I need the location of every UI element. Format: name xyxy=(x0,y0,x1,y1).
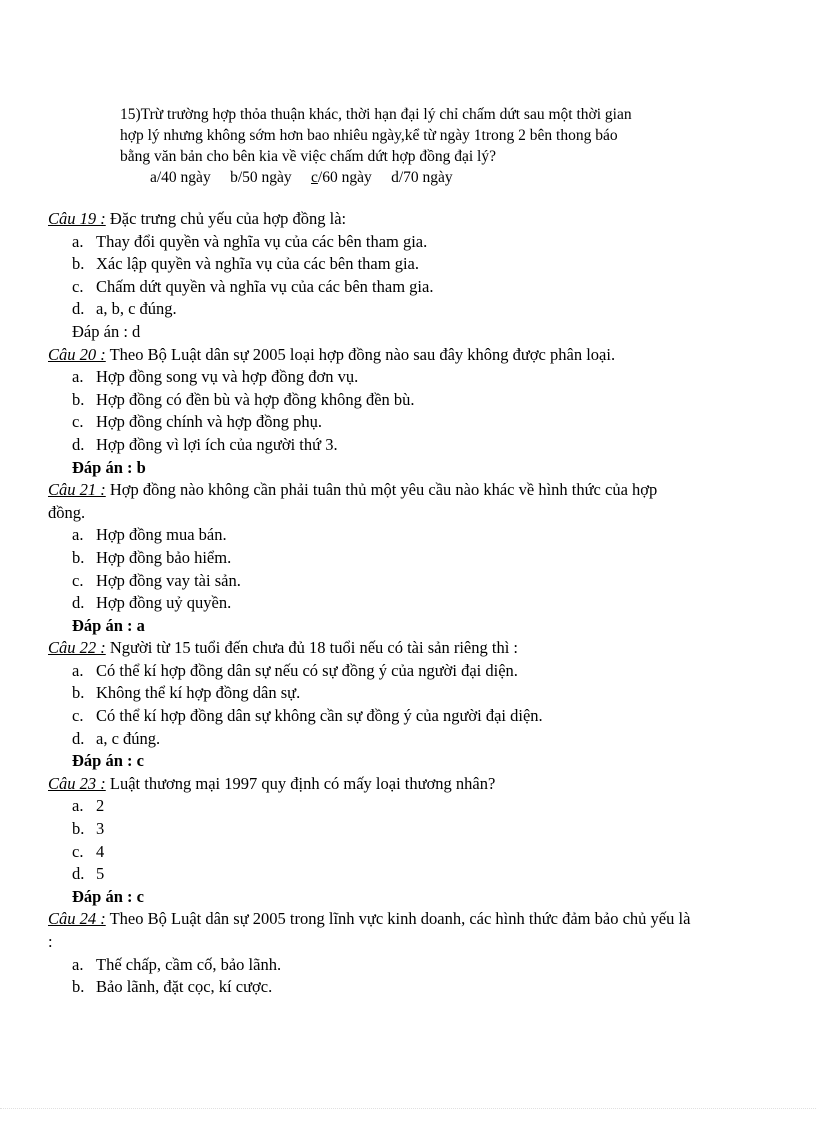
option-text: Hợp đồng chính và hợp đồng phụ. xyxy=(96,412,322,432)
intro-option-c-text: /60 ngày xyxy=(317,169,372,186)
question-text: Người từ 15 tuổi đến chưa đủ 18 tuổi nếu có tài sản riêng thì : xyxy=(105,638,518,658)
question-label: Câu 20 : xyxy=(48,344,106,364)
intro-option-b: b/50 ngày xyxy=(230,169,292,186)
option-letter: d. xyxy=(72,728,85,748)
option-letter: b. xyxy=(72,389,85,409)
intro-line-3: bằng văn bản cho bên kia về việc chấm dứt hợp đồng đại lý? xyxy=(120,148,496,165)
option-letter: b. xyxy=(72,977,85,997)
option-d xyxy=(48,863,698,886)
question-label: Câu 24 : xyxy=(48,909,106,929)
option-text: Hợp đồng mua bán. xyxy=(96,525,227,545)
question-21 xyxy=(48,479,698,637)
answer: Đáp án : c xyxy=(72,751,144,771)
option-b xyxy=(48,818,698,841)
option-letter: a. xyxy=(72,660,84,680)
question-19 xyxy=(48,208,698,344)
option-c xyxy=(48,411,698,434)
intro-question-15 xyxy=(120,104,696,188)
option-text: 4 xyxy=(96,841,105,861)
intro-line-1: 15)Trừ trường hợp thỏa thuận khác, thời hạn đại lý chỉ chấm dứt sau một thời gian xyxy=(120,106,632,123)
option-b xyxy=(48,547,698,570)
answer: Đáp án : a xyxy=(72,615,145,635)
option-text: a, b, c đúng. xyxy=(96,299,177,319)
option-d xyxy=(48,434,698,457)
option-text: Hợp đồng vì lợi ích của người thứ 3. xyxy=(96,434,338,454)
option-b xyxy=(48,253,698,276)
intro-option-a: a/40 ngày xyxy=(150,169,211,186)
option-letter: a. xyxy=(72,231,84,251)
option-c xyxy=(48,570,698,593)
answer: Đáp án : d xyxy=(72,321,141,341)
option-letter: b. xyxy=(72,683,85,703)
option-letter: a. xyxy=(72,796,84,816)
option-letter: a. xyxy=(72,367,84,387)
intro-option-d: d/70 ngày xyxy=(391,169,453,186)
option-a xyxy=(48,660,698,683)
option-text: Không thể kí hợp đồng dân sự. xyxy=(96,683,301,703)
question-list xyxy=(48,208,698,999)
option-text: Hợp đồng song vụ và hợp đồng đơn vụ. xyxy=(96,367,359,387)
option-text: Chấm dứt quyền và nghĩa vụ của các bên tham gia. xyxy=(96,276,434,296)
intro-line-2: hợp lý nhưng không sớm hơn bao nhiêu ngày,kể từ ngày 1trong 2 bên thong báo xyxy=(120,127,618,144)
question-22 xyxy=(48,637,698,773)
option-letter: d. xyxy=(72,593,85,613)
option-letter: d. xyxy=(72,864,85,884)
option-text: Hợp đồng bảo hiểm. xyxy=(96,547,232,567)
option-text: 2 xyxy=(96,796,105,816)
option-letter: c. xyxy=(72,570,84,590)
question-stem xyxy=(48,208,698,231)
answer: Đáp án : c xyxy=(72,886,144,906)
question-text: Hợp đồng nào không cần phải tuân thủ một yêu cầu nào khác về hình thức của hợp đồng. xyxy=(48,480,658,522)
question-stem xyxy=(48,637,698,660)
option-text: Có thể kí hợp đồng dân sự nếu có sự đồng ý của người đại diện. xyxy=(96,660,518,680)
option-a xyxy=(48,795,698,818)
option-a xyxy=(48,954,698,977)
question-label: Câu 19 : xyxy=(48,209,106,228)
option-letter: b. xyxy=(72,547,85,567)
question-label: Câu 23 : xyxy=(48,773,106,793)
option-a xyxy=(48,231,698,254)
option-letter: c. xyxy=(72,276,84,296)
option-text: 3 xyxy=(96,819,105,839)
option-text: Có thể kí hợp đồng dân sự không cần sự đồng ý của người đại diện. xyxy=(96,706,543,726)
option-text: Hợp đồng uỷ quyền. xyxy=(96,593,232,613)
option-c xyxy=(48,705,698,728)
option-text: Xác lập quyền và nghĩa vụ của các bên tham gia. xyxy=(96,254,419,274)
option-d xyxy=(48,728,698,751)
option-d xyxy=(48,298,698,321)
option-c xyxy=(48,841,698,864)
option-b xyxy=(48,389,698,412)
option-a xyxy=(48,366,698,389)
question-24 xyxy=(48,908,698,998)
option-b xyxy=(48,976,698,999)
option-letter: c. xyxy=(72,706,84,726)
question-stem xyxy=(48,344,698,367)
option-letter: c. xyxy=(72,841,84,861)
question-stem xyxy=(48,908,698,953)
question-text: Luật thương mại 1997 quy định có mấy loại thương nhân? xyxy=(105,773,496,793)
intro-option-c xyxy=(311,169,372,186)
question-text: Theo Bộ Luật dân sự 2005 trong lĩnh vực kinh doanh, các hình thức đảm bảo chủ yếu là : xyxy=(48,909,691,951)
question-label: Câu 22 : xyxy=(48,638,106,658)
question-23 xyxy=(48,773,698,909)
option-letter: a. xyxy=(72,954,84,974)
question-stem xyxy=(48,479,698,524)
intro-option-c-letter: c xyxy=(311,169,318,186)
option-text: Bảo lãnh, đặt cọc, kí cược. xyxy=(96,977,273,997)
option-d xyxy=(48,592,698,615)
option-c xyxy=(48,276,698,299)
page-bottom-divider xyxy=(0,1108,816,1109)
option-text: a, c đúng. xyxy=(96,728,161,748)
option-text: Thay đổi quyền và nghĩa vụ của các bên tham gia. xyxy=(96,231,428,251)
option-text: Hợp đồng có đền bù và hợp đồng không đền bù. xyxy=(96,389,415,409)
question-stem xyxy=(48,773,698,796)
option-text: 5 xyxy=(96,864,105,884)
question-text: Đặc trưng chủ yếu của hợp đồng là: xyxy=(105,209,347,228)
option-a xyxy=(48,524,698,547)
option-b xyxy=(48,682,698,705)
question-label: Câu 21 : xyxy=(48,480,106,500)
option-letter: d. xyxy=(72,434,85,454)
option-letter: d. xyxy=(72,299,85,319)
option-text: Thế chấp, cầm cố, bảo lãnh. xyxy=(96,954,282,974)
question-text: Theo Bộ Luật dân sự 2005 loại hợp đồng nào sau đây không được phân loại. xyxy=(105,344,616,364)
intro-options xyxy=(120,167,696,188)
option-letter: b. xyxy=(72,819,85,839)
option-letter: c. xyxy=(72,412,84,432)
option-text: Hợp đồng vay tài sản. xyxy=(96,570,241,590)
option-letter: a. xyxy=(72,525,84,545)
answer: Đáp án : b xyxy=(72,457,146,477)
option-letter: b. xyxy=(72,254,85,274)
question-20 xyxy=(48,344,698,480)
